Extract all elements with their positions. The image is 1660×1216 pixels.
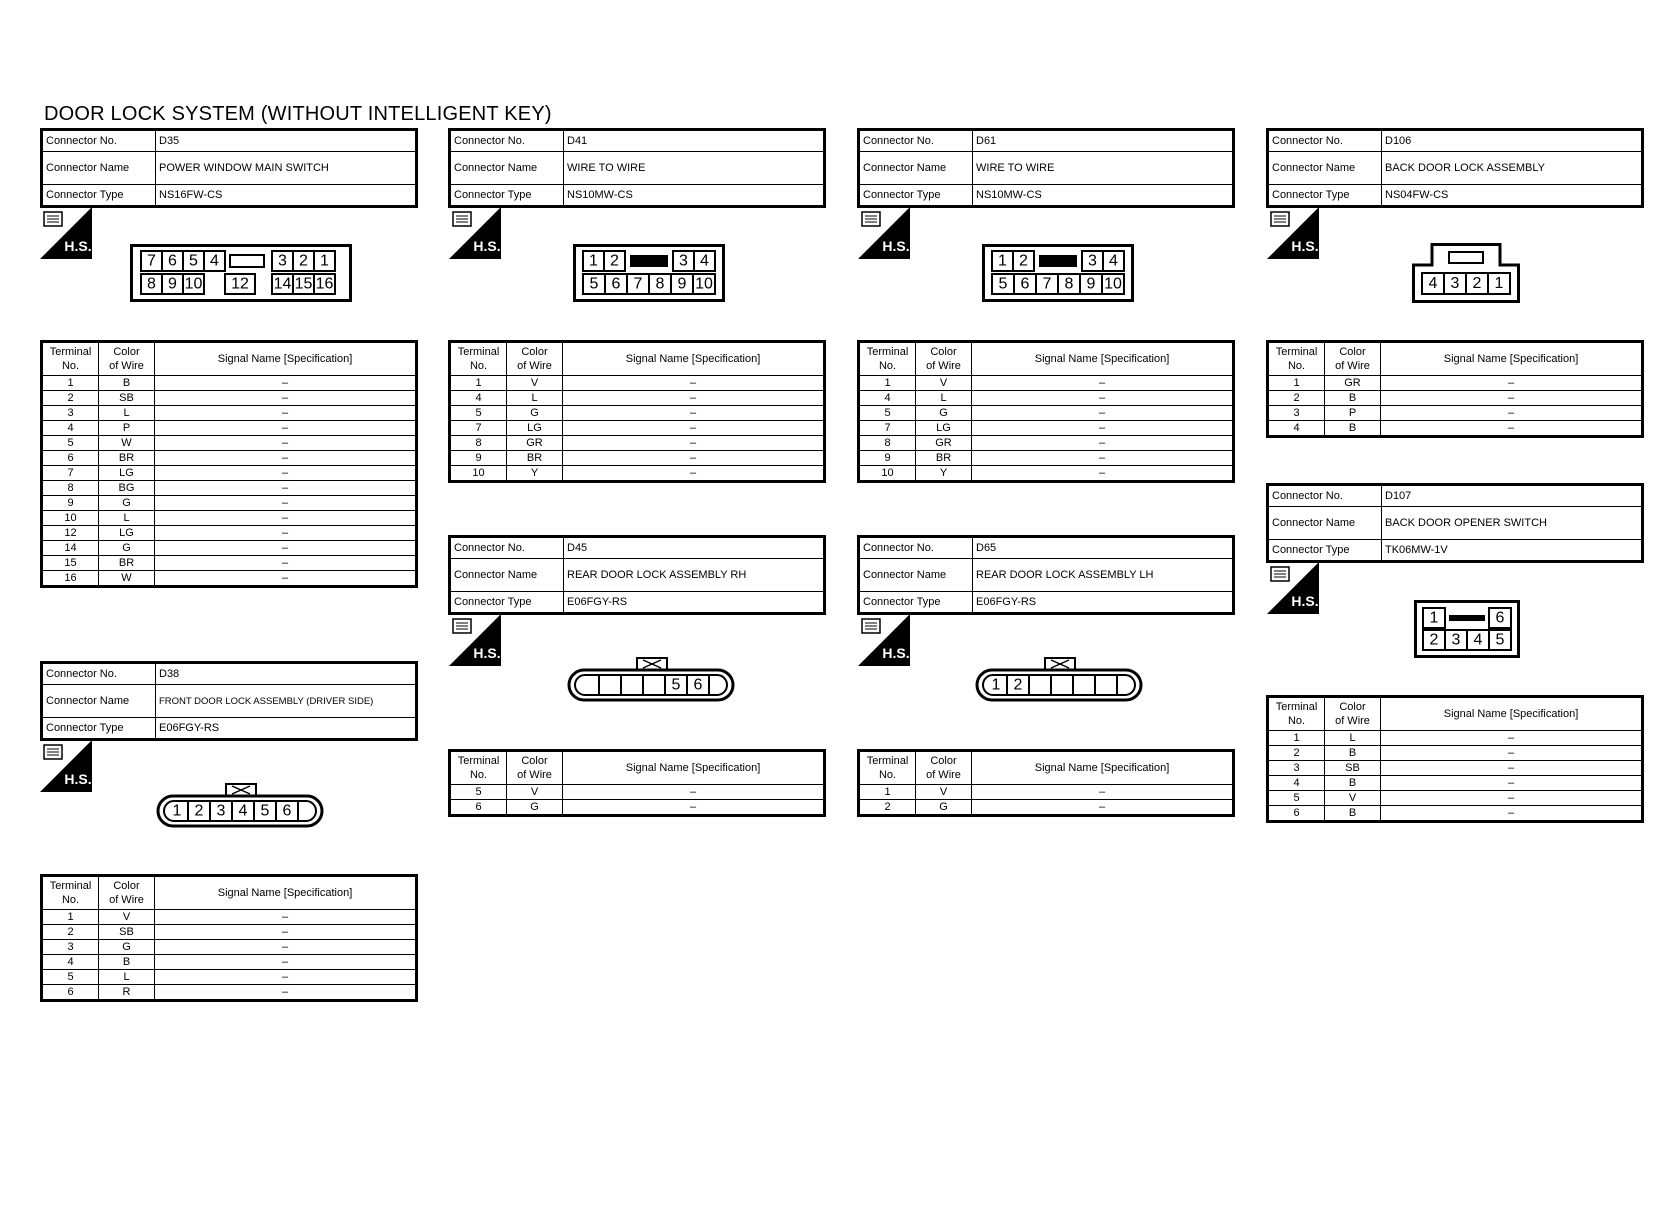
table-row: 14 G –: [42, 541, 417, 556]
pin-label: 3: [679, 252, 688, 270]
pin-label: 8: [1064, 275, 1074, 293]
connector-d41-diagram: [573, 244, 725, 302]
pin-label: 2: [610, 252, 619, 270]
pin-label: 5: [189, 252, 198, 270]
table-row: 5 G –: [450, 406, 825, 421]
pin-label: 1: [172, 802, 182, 820]
pin-label: 1: [589, 252, 598, 270]
table-row: 10 Y –: [450, 466, 825, 482]
connector-no-value: D65: [973, 537, 1234, 559]
signal-name-header: Signal Name [Specification]: [972, 342, 1234, 376]
table-row: 1 V –: [859, 376, 1234, 391]
color-of-wire-header: Color of Wire: [99, 876, 155, 910]
connector-type-label: Connector Type: [859, 592, 973, 614]
terminal-table-d61: [857, 340, 1235, 483]
pin-label: 2: [1472, 275, 1482, 292]
terminal-no-header: Terminal No.: [42, 876, 99, 910]
pin-label: 4: [700, 252, 709, 270]
color-of-wire-header: Color of Wire: [99, 342, 155, 376]
table-row: 2 G –: [859, 800, 1234, 816]
connector-name-label: Connector Name: [450, 152, 564, 185]
pin-label: 3: [278, 252, 287, 270]
connector-name-value: REAR DOOR LOCK ASSEMBLY LH: [973, 559, 1234, 592]
pin-label: 10: [1104, 275, 1122, 293]
pin-label: 8: [655, 275, 665, 293]
pin-label: 2: [1019, 252, 1028, 270]
connector-no-label: Connector No.: [859, 537, 973, 559]
connector-no-value: D106: [1382, 130, 1643, 152]
connector-name-label: Connector Name: [42, 685, 156, 718]
table-row: 9 BR –: [859, 451, 1234, 466]
pin-label: 15: [294, 275, 313, 293]
terminal-table-d106: [1266, 340, 1644, 438]
color-of-wire-header: Color of Wire: [1325, 697, 1381, 731]
table-row: 9 BR –: [450, 451, 825, 466]
table-row: 16 W –: [42, 571, 417, 587]
connector-d61-info: [857, 128, 1235, 208]
hs-icon: [858, 207, 910, 259]
connector-type-label: Connector Type: [859, 185, 973, 207]
table-row: 6 G –: [450, 800, 825, 816]
connector-name-value: FRONT DOOR LOCK ASSEMBLY (DRIVER SIDE): [156, 685, 417, 718]
hs-label: H.S.: [473, 238, 501, 254]
table-row: 5 L –: [42, 970, 417, 985]
connector-d38-info: [40, 661, 418, 741]
terminal-table-d45: [448, 749, 826, 817]
table-row: 1 V –: [42, 910, 417, 925]
hs-icon: [1267, 207, 1319, 259]
hs-label: H.S.: [882, 238, 910, 254]
table-row: 10 L –: [42, 511, 417, 526]
connector-name-label: Connector Name: [859, 152, 973, 185]
hs-icon: [40, 207, 92, 259]
connector-type-value: TK06MW-1V: [1382, 540, 1643, 562]
hs-label: H.S.: [1291, 238, 1319, 254]
pin-label: 2: [1013, 676, 1023, 694]
connector-name-label: Connector Name: [450, 559, 564, 592]
pin-label: 2: [299, 252, 308, 270]
connector-name-label: Connector Name: [859, 559, 973, 592]
connector-type-label: Connector Type: [450, 185, 564, 207]
pin-label: 4: [210, 252, 219, 270]
table-row: 8 BG –: [42, 481, 417, 496]
connector-no-value: D61: [973, 130, 1234, 152]
connector-name-value: REAR DOOR LOCK ASSEMBLY RH: [564, 559, 825, 592]
pin-label: 4: [1428, 275, 1438, 292]
table-row: 7 LG –: [859, 421, 1234, 436]
terminal-no-header: Terminal No.: [859, 751, 916, 785]
connector-d106-info: [1266, 128, 1644, 208]
pin-label: 1: [1429, 609, 1439, 627]
connector-no-label: Connector No.: [42, 663, 156, 685]
connector-type-label: Connector Type: [42, 718, 156, 740]
table-row: 8 GR –: [859, 436, 1234, 451]
color-of-wire-header: Color of Wire: [507, 342, 563, 376]
terminal-no-header: Terminal No.: [450, 751, 507, 785]
hs-icon: [449, 614, 501, 666]
pin-label: 6: [1495, 609, 1505, 627]
terminal-table-d35: [40, 340, 418, 588]
terminal-no-header: Terminal No.: [1268, 342, 1325, 376]
connector-d45-diagram: [567, 656, 737, 704]
table-row: 6 R –: [42, 985, 417, 1001]
table-row: 1 V –: [859, 785, 1234, 800]
table-row: 2 B –: [1268, 746, 1643, 761]
connector-type-value: NS10MW-CS: [973, 185, 1234, 207]
connector-type-value: NS10MW-CS: [564, 185, 825, 207]
pin-label: 1: [991, 676, 1001, 694]
table-row: 3 L –: [42, 406, 417, 421]
table-row: 10 Y –: [859, 466, 1234, 482]
hs-label: H.S.: [64, 771, 92, 787]
pin-label: 4: [1109, 252, 1118, 270]
connector-no-value: D35: [156, 130, 417, 152]
pin-label: 6: [611, 275, 621, 293]
connector-d65-info: [857, 535, 1235, 615]
pin-label: 10: [184, 275, 203, 293]
signal-name-header: Signal Name [Specification]: [1381, 342, 1643, 376]
connector-no-label: Connector No.: [1268, 130, 1382, 152]
pin-label: 5: [1495, 631, 1505, 649]
hs-label: H.S.: [1291, 593, 1319, 609]
table-row: 4 B –: [1268, 776, 1643, 791]
table-row: 4 P –: [42, 421, 417, 436]
pin-label: 3: [1088, 252, 1097, 270]
table-row: 3 P –: [1268, 406, 1643, 421]
terminal-no-header: Terminal No.: [450, 342, 507, 376]
pin-label: 6: [693, 676, 703, 694]
table-row: 1 B –: [42, 376, 417, 391]
color-of-wire-header: Color of Wire: [916, 751, 972, 785]
pin-label: 6: [1020, 275, 1030, 293]
connector-type-value: E06FGY-RS: [564, 592, 825, 614]
connector-type-value: NS16FW-CS: [156, 185, 417, 207]
pin-label: 10: [695, 275, 713, 293]
table-row: 2 SB –: [42, 925, 417, 940]
connector-type-label: Connector Type: [450, 592, 564, 614]
connector-d65-diagram: [975, 656, 1145, 704]
pin-label: 9: [168, 275, 177, 293]
signal-name-header: Signal Name [Specification]: [155, 876, 417, 910]
pin-label: 4: [1473, 631, 1483, 649]
pin-label: 1: [998, 252, 1007, 270]
connector-d38-diagram: [156, 782, 326, 830]
connector-name-value: BACK DOOR LOCK ASSEMBLY: [1382, 152, 1643, 185]
page-title: DOOR LOCK SYSTEM (WITHOUT INTELLIGENT KEY): [44, 103, 552, 125]
connector-type-value: E06FGY-RS: [973, 592, 1234, 614]
hs-icon: [1267, 562, 1319, 614]
pin-label: 1: [320, 252, 329, 270]
connector-d45-info: [448, 535, 826, 615]
hs-label: H.S.: [882, 645, 910, 661]
pin-label: 2: [1429, 631, 1439, 649]
hs-icon: [40, 740, 92, 792]
hs-label: H.S.: [64, 238, 92, 254]
table-row: 6 BR –: [42, 451, 417, 466]
hs-label: H.S.: [473, 645, 501, 661]
terminal-table-d107: [1266, 695, 1644, 823]
table-row: 6 B –: [1268, 806, 1643, 822]
connector-name-value: WIRE TO WIRE: [973, 152, 1234, 185]
signal-name-header: Signal Name [Specification]: [155, 342, 417, 376]
connector-no-value: D38: [156, 663, 417, 685]
pin-label: 9: [677, 275, 687, 293]
signal-name-header: Signal Name [Specification]: [972, 751, 1234, 785]
connector-name-label: Connector Name: [1268, 152, 1382, 185]
terminal-no-header: Terminal No.: [1268, 697, 1325, 731]
pin-label: 8: [147, 275, 156, 293]
table-row: 15 BR –: [42, 556, 417, 571]
pin-label: 6: [282, 802, 292, 820]
table-row: 4 B –: [42, 955, 417, 970]
table-row: 5 V –: [1268, 791, 1643, 806]
pin-label: 1: [1494, 275, 1504, 292]
connector-type-label: Connector Type: [1268, 185, 1382, 207]
table-row: 9 G –: [42, 496, 417, 511]
connector-no-value: D45: [564, 537, 825, 559]
connector-d61-diagram: [982, 244, 1134, 302]
table-row: 1 V –: [450, 376, 825, 391]
table-row: 2 B –: [1268, 391, 1643, 406]
table-row: 8 GR –: [450, 436, 825, 451]
connector-type-label: Connector Type: [1268, 540, 1382, 562]
connector-d107-info: [1266, 483, 1644, 563]
table-row: 5 V –: [450, 785, 825, 800]
connector-name-value: POWER WINDOW MAIN SWITCH: [156, 152, 417, 185]
connector-no-label: Connector No.: [42, 130, 156, 152]
pin-label: 12: [231, 275, 249, 293]
connector-no-label: Connector No.: [450, 537, 564, 559]
table-row: 5 W –: [42, 436, 417, 451]
pin-label: 7: [147, 252, 156, 270]
connector-type-value: NS04FW-CS: [1382, 185, 1643, 207]
pin-label: 6: [168, 252, 177, 270]
connector-no-label: Connector No.: [1268, 485, 1382, 507]
table-row: 3 G –: [42, 940, 417, 955]
pin-label: 14: [273, 275, 292, 293]
color-of-wire-header: Color of Wire: [507, 751, 563, 785]
connector-type-label: Connector Type: [42, 185, 156, 207]
connector-no-value: D107: [1382, 485, 1643, 507]
terminal-table-d38: [40, 874, 418, 1002]
pin-label: 4: [238, 802, 248, 820]
table-row: 3 SB –: [1268, 761, 1643, 776]
connector-name-value: BACK DOOR OPENER SWITCH: [1382, 507, 1643, 540]
connector-no-value: D41: [564, 130, 825, 152]
connector-d107-diagram: [1414, 600, 1520, 658]
pin-label: 3: [216, 802, 226, 820]
pin-label: 3: [1451, 631, 1461, 649]
color-of-wire-header: Color of Wire: [1325, 342, 1381, 376]
pin-label: 5: [998, 275, 1008, 293]
connector-no-label: Connector No.: [450, 130, 564, 152]
table-row: 5 G –: [859, 406, 1234, 421]
connector-name-label: Connector Name: [42, 152, 156, 185]
signal-name-header: Signal Name [Specification]: [563, 342, 825, 376]
color-of-wire-header: Color of Wire: [916, 342, 972, 376]
pin-label: 2: [194, 802, 204, 820]
connector-type-value: E06FGY-RS: [156, 718, 417, 740]
table-row: 4 L –: [450, 391, 825, 406]
pin-label: 5: [260, 802, 270, 820]
pin-label: 5: [589, 275, 599, 293]
connector-name-label: Connector Name: [1268, 507, 1382, 540]
terminal-table-d41: [448, 340, 826, 483]
table-row: 7 LG –: [450, 421, 825, 436]
terminal-no-header: Terminal No.: [42, 342, 99, 376]
connector-no-label: Connector No.: [859, 130, 973, 152]
hs-icon: [449, 207, 501, 259]
pin-label: 5: [671, 676, 681, 694]
signal-name-header: Signal Name [Specification]: [1381, 697, 1643, 731]
connector-name-value: WIRE TO WIRE: [564, 152, 825, 185]
connector-d106-diagram: [1412, 243, 1520, 303]
pin-label: 7: [1042, 275, 1052, 293]
table-row: 12 LG –: [42, 526, 417, 541]
pin-label: 7: [633, 275, 643, 293]
pin-label: 9: [1086, 275, 1096, 293]
connector-d35-diagram: [130, 244, 352, 302]
connector-d41-info: [448, 128, 826, 208]
pin-label: 16: [315, 275, 334, 293]
connector-d35-info: [40, 128, 418, 208]
table-row: 4 L –: [859, 391, 1234, 406]
table-row: 2 SB –: [42, 391, 417, 406]
table-row: 7 LG –: [42, 466, 417, 481]
signal-name-header: Signal Name [Specification]: [563, 751, 825, 785]
terminal-table-d65: [857, 749, 1235, 817]
hs-icon: [858, 614, 910, 666]
table-row: 1 L –: [1268, 731, 1643, 746]
table-row: 4 B –: [1268, 421, 1643, 437]
pin-label: 3: [1450, 275, 1460, 292]
terminal-no-header: Terminal No.: [859, 342, 916, 376]
table-row: 1 GR –: [1268, 376, 1643, 391]
